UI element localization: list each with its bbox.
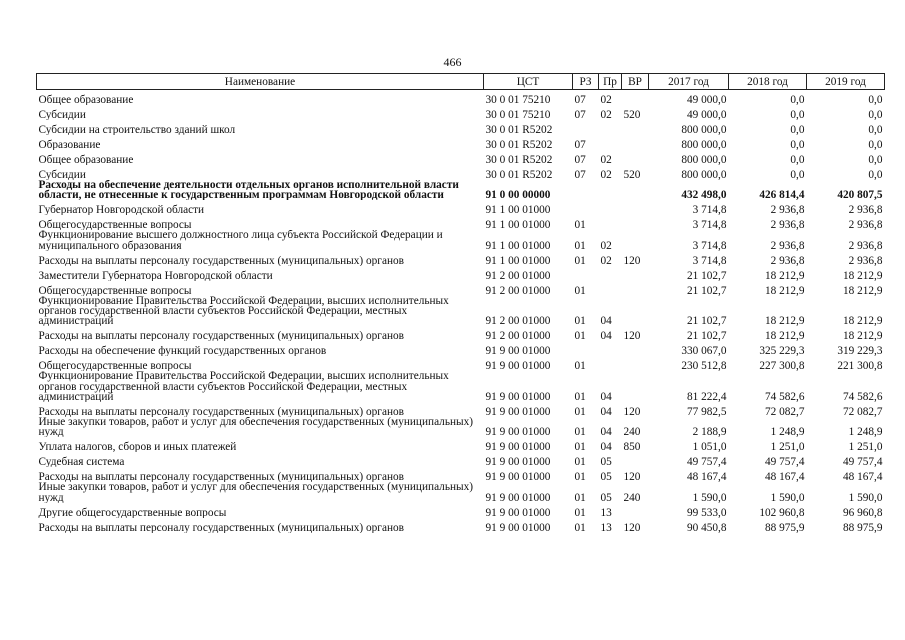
table-row — [37, 452, 885, 467]
cell-rz: 07 — [574, 138, 586, 151]
cell-name: Функционирование Правительства Российской Федерации, высших исполнительных органов государственной власти субъектов Российской Федерации, местных администраций — [38, 371, 449, 403]
header-2017: 2017 год — [649, 74, 729, 90]
cell-name: Субсидии — [38, 108, 86, 120]
header-pr: Пр — [599, 74, 622, 90]
cell-2017: 330 067,0 — [681, 345, 727, 358]
cell-csr: 91 9 00 01000 — [485, 456, 551, 469]
table-row — [37, 266, 885, 281]
cell-csr: 91 9 00 01000 — [485, 506, 551, 519]
cell-2017: 48 167,4 — [686, 471, 727, 484]
table-row — [37, 518, 885, 533]
cell-csr: 30 0 01 R5202 — [485, 123, 553, 136]
cell-2017: 21 102,7 — [686, 315, 727, 328]
cell-2019: 0,0 — [868, 168, 883, 181]
cell-name: Общегосударственные вопросы — [38, 219, 192, 231]
cell-rz — [573, 341, 599, 356]
cell-pr: 04 — [600, 330, 612, 343]
cell-pr — [599, 215, 622, 230]
cell-name: Функционирование высшего должностного лица субъекта Российской Федерации и муниципального образования — [38, 230, 443, 251]
header-csr: ЦСТ — [484, 74, 573, 90]
cell-vr — [622, 180, 649, 200]
cell-2018: 0,0 — [790, 123, 805, 136]
cell-rz: 01 — [574, 441, 586, 454]
cell-vr: 120 — [623, 521, 641, 534]
header-2018: 2018 год — [729, 74, 807, 90]
cell-pr: 04 — [600, 441, 612, 454]
header-vr: ВР — [622, 74, 649, 90]
cell-2019: 319 229,3 — [837, 345, 883, 358]
cell-vr — [622, 341, 649, 356]
table-row — [37, 135, 885, 150]
cell-csr: 91 9 00 01000 — [485, 360, 551, 373]
cell-csr: 30 0 01 75210 — [485, 93, 551, 106]
cell-vr — [622, 371, 649, 402]
cell-name: Субсидии — [38, 168, 86, 180]
cell-csr: 91 9 00 01000 — [485, 471, 551, 484]
cell-2017: 21 102,7 — [686, 269, 727, 282]
cell-2017: 90 450,8 — [686, 521, 727, 534]
cell-pr — [599, 135, 622, 150]
cell-vr: 120 — [623, 254, 641, 267]
cell-2018: 227 300,8 — [759, 360, 805, 373]
cell-name: Расходы на выплаты персоналу государственных (муниципальных) органов — [38, 330, 404, 342]
cell-rz: 01 — [574, 405, 586, 418]
table-row — [37, 402, 885, 417]
cell-name: Субсидии на строительство зданий школ — [38, 123, 236, 135]
cell-2018: 0,0 — [790, 108, 805, 121]
cell-pr — [599, 341, 622, 356]
cell-2018: 1 251,0 — [770, 441, 805, 454]
cell-2018: 49 757,4 — [764, 456, 805, 469]
cell-2018: 426 814,4 — [759, 189, 805, 202]
cell-2017: 800 000,0 — [681, 138, 727, 151]
cell-name: Иные закупки товаров, работ и услуг для обеспечения государственных (муниципальных) нужд — [38, 482, 474, 503]
cell-rz — [573, 200, 599, 215]
cell-pr — [599, 200, 622, 215]
table-row — [37, 482, 885, 502]
cell-2019: 18 212,9 — [842, 284, 883, 297]
cell-name: Общее образование — [38, 93, 134, 105]
cell-rz: 01 — [574, 330, 586, 343]
cell-csr: 91 1 00 01000 — [485, 219, 551, 232]
cell-2018: 0,0 — [790, 153, 805, 166]
cell-2019: 0,0 — [868, 153, 883, 166]
cell-vr — [622, 296, 649, 327]
cell-pr: 04 — [600, 405, 612, 418]
cell-2017: 3 714,8 — [692, 254, 727, 267]
cell-csr: 91 9 00 01000 — [485, 405, 551, 418]
cell-2019: 96 960,8 — [842, 506, 883, 519]
table-row — [37, 120, 885, 135]
page-number: 466 — [443, 55, 462, 69]
cell-name: Расходы на обеспечение деятельности отдельных органов исполнительной власти области, не отнесенные к государственным программам Новгородской области — [38, 180, 459, 201]
cell-2017: 49 000,0 — [686, 108, 727, 121]
cell-2018: 18 212,9 — [764, 269, 805, 282]
cell-2019: 2 936,8 — [848, 239, 883, 252]
cell-pr: 13 — [600, 521, 612, 534]
cell-rz: 01 — [574, 456, 586, 469]
cell-vr: 120 — [623, 330, 641, 343]
cell-name: Уплата налогов, сборов и иных платежей — [38, 441, 237, 453]
cell-2019: 74 582,6 — [842, 390, 883, 403]
cell-vr — [622, 135, 649, 150]
cell-name: Образование — [38, 138, 101, 150]
cell-pr: 02 — [600, 153, 612, 166]
cell-pr: 05 — [600, 491, 612, 504]
cell-2019: 1 590,0 — [848, 491, 883, 504]
cell-csr: 91 1 00 01000 — [485, 254, 551, 267]
cell-2019: 1 248,9 — [848, 426, 883, 439]
cell-vr: 120 — [623, 405, 641, 418]
cell-2018: 88 975,9 — [764, 521, 805, 534]
table-body — [37, 90, 885, 533]
cell-vr — [622, 200, 649, 215]
cell-rz: 07 — [574, 153, 586, 166]
cell-2019: 88 975,9 — [842, 521, 883, 534]
cell-vr — [622, 452, 649, 467]
cell-csr: 91 9 00 01000 — [485, 345, 551, 358]
table-row — [37, 165, 885, 180]
cell-vr: 120 — [623, 471, 641, 484]
cell-2019: 72 082,7 — [842, 405, 883, 418]
header-rz: РЗ — [573, 74, 599, 90]
cell-pr: 04 — [600, 315, 612, 328]
cell-name: Иные закупки товаров, работ и услуг для обеспечения государственных (муниципальных) нужд — [38, 417, 474, 438]
cell-pr — [599, 356, 622, 371]
table-row — [37, 503, 885, 518]
cell-2018: 2 936,8 — [770, 219, 805, 232]
cell-name: Заместители Губернатора Новгородской области — [38, 269, 273, 281]
cell-pr — [599, 266, 622, 281]
cell-2019: 18 212,9 — [842, 315, 883, 328]
cell-csr: 91 9 00 01000 — [485, 491, 551, 504]
cell-2019: 420 807,5 — [837, 189, 883, 202]
cell-vr — [622, 120, 649, 135]
cell-csr: 91 2 00 01000 — [485, 284, 551, 297]
cell-rz: 01 — [574, 284, 586, 297]
cell-name: Функционирование Правительства Российской Федерации, высших исполнительных органов государственной власти субъектов Российской Федерации, местных администраций — [38, 295, 449, 327]
table-row — [37, 437, 885, 452]
cell-2017: 2 188,9 — [692, 426, 727, 439]
table-row — [37, 150, 885, 165]
cell-2018: 2 936,8 — [770, 254, 805, 267]
cell-vr: 520 — [623, 108, 641, 121]
cell-2019: 221 300,8 — [837, 360, 883, 373]
cell-2018: 2 936,8 — [770, 204, 805, 217]
cell-vr — [622, 503, 649, 518]
table-row — [37, 90, 885, 106]
cell-2017: 21 102,7 — [686, 284, 727, 297]
cell-2018: 1 590,0 — [770, 491, 805, 504]
cell-rz: 01 — [574, 254, 586, 267]
cell-pr: 05 — [600, 471, 612, 484]
cell-2018: 18 212,9 — [764, 330, 805, 343]
cell-2017: 49 000,0 — [686, 93, 727, 106]
cell-rz — [573, 266, 599, 281]
cell-csr: 91 1 00 01000 — [485, 204, 551, 217]
cell-rz: 01 — [574, 360, 586, 373]
cell-2019: 1 251,0 — [848, 441, 883, 454]
cell-pr: 02 — [600, 168, 612, 181]
cell-csr: 91 2 00 01000 — [485, 315, 551, 328]
cell-csr: 91 9 00 01000 — [485, 521, 551, 534]
cell-2019: 0,0 — [868, 93, 883, 106]
cell-csr: 30 0 01 R5202 — [485, 138, 553, 151]
cell-name: Судебная система — [38, 456, 125, 468]
cell-2018: 0,0 — [790, 168, 805, 181]
cell-2018: 48 167,4 — [764, 471, 805, 484]
cell-2017: 3 714,8 — [692, 239, 727, 252]
cell-pr: 13 — [600, 506, 612, 519]
table-row — [37, 180, 885, 200]
table-row — [37, 326, 885, 341]
cell-name: Расходы на выплаты персоналу государственных (муниципальных) органов — [38, 405, 404, 418]
cell-2017: 3 714,8 — [692, 219, 727, 232]
header-name: Наименование — [37, 74, 484, 90]
cell-name: Общегосударственные вопросы — [38, 360, 192, 372]
cell-vr — [622, 356, 649, 371]
cell-pr: 02 — [600, 108, 612, 121]
cell-rz: 01 — [574, 506, 586, 519]
cell-pr: 04 — [600, 390, 612, 403]
cell-vr — [622, 230, 649, 250]
cell-rz: 07 — [574, 93, 586, 106]
cell-csr: 91 1 00 01000 — [485, 239, 551, 252]
cell-csr: 30 0 01 75210 — [485, 108, 551, 121]
cell-name: Расходы на выплаты персоналу государственных (муниципальных) органов — [38, 254, 404, 266]
cell-2019: 0,0 — [868, 138, 883, 151]
cell-2017: 1 051,0 — [692, 441, 727, 454]
cell-name: Другие общегосударственные вопросы — [38, 506, 227, 518]
cell-2017: 230 512,8 — [681, 360, 727, 373]
cell-2019: 49 757,4 — [842, 456, 883, 469]
table-row — [37, 281, 885, 296]
cell-vr — [622, 266, 649, 281]
cell-2019: 48 167,4 — [842, 471, 883, 484]
cell-pr: 02 — [600, 239, 612, 252]
cell-2018: 102 960,8 — [759, 506, 805, 519]
cell-2017: 77 982,5 — [686, 405, 727, 418]
cell-name: Расходы на выплаты персоналу государственных (муниципальных) органов — [38, 471, 404, 483]
cell-name: Расходы на выплаты персоналу государственных (муниципальных) органов — [38, 521, 404, 533]
cell-pr — [599, 281, 622, 296]
cell-2018: 72 082,7 — [764, 405, 805, 418]
cell-rz: 01 — [574, 239, 586, 252]
cell-2019: 2 936,8 — [848, 219, 883, 232]
cell-name: Общегосударственные вопросы — [38, 284, 192, 296]
cell-csr: 30 0 01 R5202 — [485, 153, 553, 166]
table-row — [37, 251, 885, 266]
cell-2019: 2 936,8 — [848, 204, 883, 217]
cell-name: Расходы на обеспечение функций государственных органов — [38, 345, 327, 357]
cell-2018: 2 936,8 — [770, 239, 805, 252]
cell-2018: 74 582,6 — [764, 390, 805, 403]
table-row — [37, 341, 885, 356]
cell-rz: 01 — [574, 521, 586, 534]
cell-2019: 0,0 — [868, 108, 883, 121]
table-row — [37, 467, 885, 482]
table-row — [37, 356, 885, 371]
cell-2018: 0,0 — [790, 93, 805, 106]
cell-pr — [599, 180, 622, 200]
cell-vr: 240 — [623, 491, 641, 504]
table-row — [37, 371, 885, 402]
table-row — [37, 230, 885, 250]
cell-2017: 432 498,0 — [681, 189, 727, 202]
table-row — [37, 417, 885, 437]
table-row — [37, 296, 885, 327]
budget-table — [36, 73, 885, 533]
cell-pr: 02 — [600, 93, 612, 106]
header-2019: 2019 год — [807, 74, 885, 90]
cell-2018: 325 229,3 — [759, 345, 805, 358]
cell-rz: 01 — [574, 390, 586, 403]
cell-2017: 3 714,8 — [692, 204, 727, 217]
cell-name: Общее образование — [38, 153, 134, 165]
cell-pr: 02 — [600, 254, 612, 267]
cell-csr: 91 9 00 01000 — [485, 390, 551, 403]
cell-vr: 520 — [623, 168, 641, 181]
cell-rz — [573, 120, 599, 135]
cell-vr — [622, 215, 649, 230]
cell-rz: 07 — [574, 108, 586, 121]
cell-csr: 91 0 00 00000 — [485, 189, 551, 202]
cell-2017: 800 000,0 — [681, 123, 727, 136]
cell-csr: 30 0 01 R5202 — [485, 168, 553, 181]
cell-2017: 800 000,0 — [681, 153, 727, 166]
cell-pr — [599, 120, 622, 135]
cell-rz: 01 — [574, 219, 586, 232]
cell-2017: 99 533,0 — [686, 506, 727, 519]
cell-rz: 01 — [574, 315, 586, 328]
cell-csr: 91 2 00 01000 — [485, 330, 551, 343]
table-row — [37, 215, 885, 230]
cell-csr: 91 9 00 01000 — [485, 441, 551, 454]
cell-2017: 1 590,0 — [692, 491, 727, 504]
cell-vr: 240 — [623, 426, 641, 439]
table-row — [37, 105, 885, 120]
cell-vr — [622, 90, 649, 106]
cell-2018: 1 248,9 — [770, 426, 805, 439]
table-header-row — [37, 74, 885, 90]
cell-vr — [622, 281, 649, 296]
cell-2018: 0,0 — [790, 138, 805, 151]
cell-2018: 18 212,9 — [764, 315, 805, 328]
cell-vr — [622, 150, 649, 165]
cell-rz: 07 — [574, 168, 586, 181]
cell-2017: 800 000,0 — [681, 168, 727, 181]
cell-pr: 05 — [600, 456, 612, 469]
cell-name: Губернатор Новгородской области — [38, 204, 205, 216]
cell-vr: 850 — [623, 441, 641, 454]
cell-2018: 18 212,9 — [764, 284, 805, 297]
cell-rz: 01 — [574, 471, 586, 484]
cell-2017: 81 222,4 — [686, 390, 727, 403]
cell-2019: 2 936,8 — [848, 254, 883, 267]
cell-2017: 21 102,7 — [686, 330, 727, 343]
cell-2019: 18 212,9 — [842, 330, 883, 343]
cell-csr: 91 2 00 01000 — [485, 269, 551, 282]
cell-rz: 01 — [574, 491, 586, 504]
cell-pr: 04 — [600, 426, 612, 439]
table-row — [37, 200, 885, 215]
cell-2019: 0,0 — [868, 123, 883, 136]
cell-csr: 91 9 00 01000 — [485, 426, 551, 439]
cell-rz — [573, 180, 599, 200]
cell-2019: 18 212,9 — [842, 269, 883, 282]
cell-rz: 01 — [574, 426, 586, 439]
cell-2017: 49 757,4 — [686, 456, 727, 469]
